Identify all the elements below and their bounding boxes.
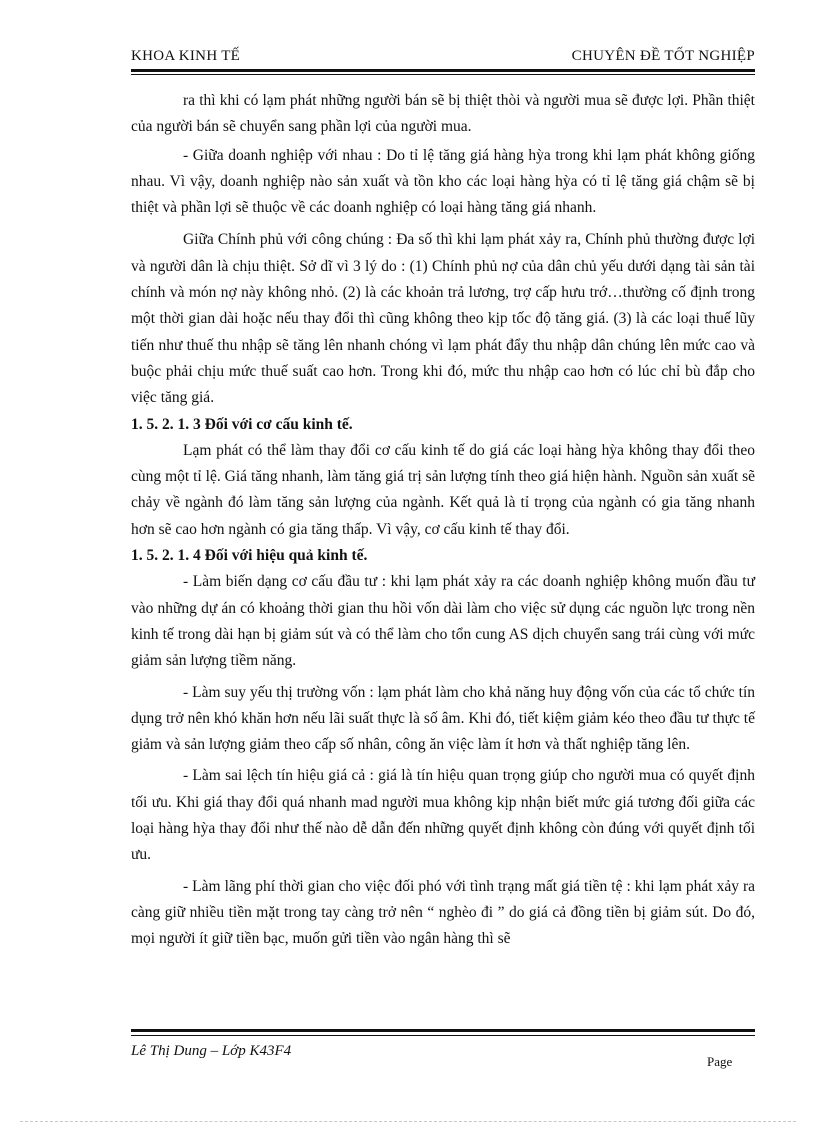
section-heading-1-5-2-1-3: 1. 5. 2. 1. 3 Đối với cơ cấu kinh tế. (131, 415, 353, 433)
paragraph-4: Lạm phát có thể làm thay đổi cơ cấu kinh tế do giá các loại hàng hỳa không thay đổi theo cùng một tỉ lệ. Giá tăng nhanh, làm tăng giá trị sản lượng tính theo giá hiện hành. Nguồn sản xuất sẽ chảy về ngành đó làm tăng sản lượng của ngành. Kết quả là tỉ trọng của ngành có gia tăng nhanh hơn sẽ cao hơn ngành có gia tăng thấp. Vì vậy, cơ cấu kinh tế thay đổi. (131, 441, 755, 538)
paragraph-8: - Làm lãng phí thời gian cho việc đối phó với tình trạng mất giá tiền tệ : khi lạm phát xảy ra càng giữ nhiều tiền mặt trong tay càng trở nên “ nghèo đi ” do giá cả đồng tiền bị giảm sút. Do đó, mọi người ít giữ tiền bạc, muốn gửi tiền vào ngân hàng thì sẽ (131, 877, 755, 948)
footer-rule-thin (131, 1035, 755, 1036)
footer-rule-thick (131, 1029, 755, 1032)
header-faculty: KHOA KINH TẾ (131, 48, 241, 64)
paragraph-1: ra thì khi có lạm phát những người bán sẽ bị thiệt thòi và người mua sẽ được lợi. Phần thiệt của người bán sẽ chuyển sang phần lợi của người mua. (131, 92, 755, 136)
footer-page-label: Page (707, 1054, 733, 1069)
header-document-type: CHUYÊN ĐỀ TỐT NGHIỆP (571, 48, 755, 64)
section-heading-1-5-2-1-4: 1. 5. 2. 1. 4 Đối với hiệu quả kinh tế. (131, 547, 368, 565)
page-bottom-edge (20, 1121, 796, 1122)
paragraph-3: Giữa Chính phủ với công chúng : Đa số thì khi lạm phát xảy ra, Chính phủ thường được lợi và người dân là chịu thiệt. Sở dĩ vì 3 lý do : (1) Chính phủ nợ của dân chủ yếu dưới dạng tài sản tài chính và món nợ này không nhỏ. (2) là các khoản trả lương, trợ cấp hưu trớ…thường cố định trong một thời gian dài hoặc nếu thay đổi thì cũng không theo kịp tốc độ tăng giá. (3) là các loại thuế lũy tiến như thuế thu nhập sẽ tăng lên nhanh chóng vì lạm phát đẩy thu nhập dân chúng lên mức cao và buộc phải chịu mức thuế suất cao hơn. Trong khi đó, mức thu nhập cao hơn có lúc chỉ bù đắp cho việc tăng giá. (131, 231, 755, 407)
paragraph-2: - Giữa doanh nghiệp với nhau : Do tỉ lệ tăng giá hàng hỳa trong khi lạm phát không giống nhau. Vì vậy, doanh nghiệp nào sản xuất và tồn kho các loại hàng hỳa có tỉ lệ tăng giá chậm sẽ bị thiệt và phần lợi sẽ thuộc về các doanh nghiệp có loại hàng tăng giá nhanh. (131, 146, 755, 217)
paragraph-7: - Làm sai lệch tín hiệu giá cả : giá là tín hiệu quan trọng giúp cho người mua có quyết định tối ưu. Khi giá thay đổi quá nhanh mad người mua không kịp nhận biết mức giá tương đối giữa các loại hàng hỳa thay đổi như thế nào dễ dẫn đến những quyết định không còn đúng với quyết định tối ưu. (131, 767, 755, 864)
header-rule-thick (131, 69, 755, 72)
header-rule-thin (131, 74, 755, 75)
paragraph-6: - Làm suy yếu thị trường vốn : lạm phát làm cho khả năng huy động vốn của các tổ chức tín dụng trở nên khó khăn hơn nếu lãi suất thực là số âm. Khi đó, tiết kiệm giảm kéo theo đầu tư thực tế giảm và sản lượng giảm theo cấp số nhân, công ăn việc làm ít hơn và thất nghiệp tăng lên. (131, 683, 755, 754)
paragraph-5: - Làm biến dạng cơ cấu đầu tư : khi lạm phát xảy ra các doanh nghiệp không muốn đầu tư vào những dự án có khoảng thời gian thu hồi vốn dài làm cho việc sử dụng các nguồn lực trong nền kinh tế trong dài hạn bị giảm sút và có thể làm cho tổn cung AS dịch chuyển sang trái cùng với mức giảm sản lượng tiềm năng. (131, 573, 755, 670)
document-body (131, 88, 755, 953)
footer-author: Lê Thị Dung – Lớp K43F4 (131, 1043, 292, 1059)
